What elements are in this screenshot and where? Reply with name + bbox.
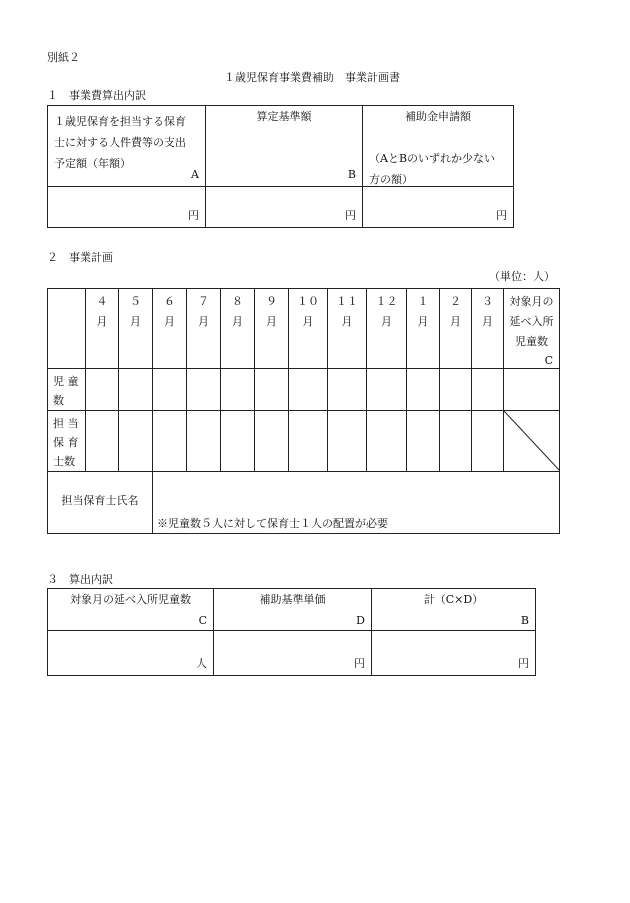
personnel-cost-header-line3: 予定額（年額） bbox=[54, 157, 131, 170]
calculation-table bbox=[47, 588, 536, 676]
corner-cell bbox=[48, 289, 86, 369]
staff-count-cell[interactable] bbox=[472, 411, 504, 472]
staff-count-cell[interactable] bbox=[221, 411, 255, 472]
month-header: １２ 月 bbox=[367, 289, 407, 369]
section2-heading: ２ 事業計画 bbox=[47, 251, 113, 264]
month-header: ６ 月 bbox=[153, 289, 187, 369]
staff-count-cell[interactable] bbox=[255, 411, 289, 472]
row-label-staff: 担 当 保 育 士数 bbox=[48, 411, 86, 472]
yen-unit: 円 bbox=[354, 657, 365, 670]
base-amount-header-cell bbox=[206, 106, 363, 187]
children-count-cell[interactable] bbox=[289, 369, 328, 411]
month-header: １０ 月 bbox=[289, 289, 328, 369]
section3-heading: ３ 算出内訳 bbox=[47, 573, 113, 586]
personnel-cost-value-cell[interactable] bbox=[48, 187, 206, 228]
staff-count-cell[interactable] bbox=[86, 411, 119, 472]
section1-heading: １ 事業費算出内訳 bbox=[47, 89, 146, 102]
mark-c: C bbox=[198, 614, 207, 627]
staff-count-cell[interactable] bbox=[187, 411, 221, 472]
children-count-cell[interactable] bbox=[187, 369, 221, 411]
month-header: １１ 月 bbox=[328, 289, 367, 369]
business-plan-table bbox=[47, 288, 560, 534]
cost-breakdown-table bbox=[47, 105, 514, 228]
month-header: ９ 月 bbox=[255, 289, 289, 369]
staff-count-cell[interactable] bbox=[119, 411, 153, 472]
mark-b: B bbox=[347, 168, 356, 181]
children-count-cell[interactable] bbox=[86, 369, 119, 411]
staff-name-label: 担当保育士氏名 bbox=[61, 494, 139, 507]
mark-b: B bbox=[520, 614, 529, 627]
children-count-cell[interactable] bbox=[328, 369, 367, 411]
attachment-label: 別紙２ bbox=[47, 51, 80, 64]
children-count-cell[interactable] bbox=[255, 369, 289, 411]
unit-price-header: 補助基準単価 bbox=[259, 593, 326, 606]
month-header: １ 月 bbox=[407, 289, 440, 369]
staff-count-cell[interactable] bbox=[407, 411, 440, 472]
row-label-children: 児 童 数 bbox=[48, 369, 86, 411]
children-count-cell[interactable] bbox=[440, 369, 472, 411]
children-count-cell[interactable] bbox=[367, 369, 407, 411]
subsidy-request-header: 補助金申請額 bbox=[405, 110, 471, 123]
children-count-cell[interactable] bbox=[407, 369, 440, 411]
staffing-note: ※児童数５人に対して保育士１人の配置が必要 bbox=[157, 517, 388, 530]
subsidy-request-value-cell[interactable] bbox=[363, 187, 514, 228]
children-count-cell[interactable] bbox=[472, 369, 504, 411]
staff-count-cell[interactable] bbox=[367, 411, 407, 472]
month-header: ７ 月 bbox=[187, 289, 221, 369]
children-count-cell[interactable] bbox=[153, 369, 187, 411]
mark-c: C bbox=[544, 354, 553, 367]
month-header: ２ 月 bbox=[440, 289, 472, 369]
yen-unit: 円 bbox=[518, 657, 529, 670]
unit-price-value-cell[interactable] bbox=[214, 631, 372, 676]
total-value-cell[interactable] bbox=[372, 631, 536, 676]
staff-count-cell[interactable] bbox=[289, 411, 328, 472]
personnel-cost-header-cell bbox=[48, 106, 206, 187]
staff-total-crossed-cell bbox=[504, 411, 560, 472]
yen-unit: 円 bbox=[345, 209, 356, 222]
month-header: ８ 月 bbox=[221, 289, 255, 369]
diagonal-strike-icon bbox=[504, 411, 560, 471]
staff-name-label-cell bbox=[48, 472, 153, 534]
base-amount-value-cell[interactable] bbox=[206, 187, 363, 228]
subsidy-request-header-cell bbox=[363, 106, 514, 187]
total-children-header: 対象月の 延べ入所 児童数 C bbox=[504, 289, 560, 369]
subsidy-request-note-line1: （AとBのいずれか少ない bbox=[369, 152, 496, 165]
unit-note: （単位：人） bbox=[489, 270, 555, 283]
staff-count-cell[interactable] bbox=[328, 411, 367, 472]
subsidy-request-note-line2: 方の額） bbox=[369, 173, 413, 186]
base-amount-header: 算定基準額 bbox=[256, 110, 312, 123]
personnel-cost-header-line2: 士に対する人件費等の支出 bbox=[54, 136, 186, 149]
document-title: １歳児保育事業費補助 事業計画書 bbox=[224, 71, 400, 84]
staff-name-field[interactable] bbox=[153, 472, 560, 534]
unit-price-header-cell bbox=[214, 589, 372, 631]
children-count-cell[interactable] bbox=[119, 369, 153, 411]
total-children-header: 対象月の延べ入所児童数 bbox=[70, 593, 191, 606]
month-header: ３ 月 bbox=[472, 289, 504, 369]
total-children-header-cell bbox=[48, 589, 214, 631]
month-header: ５ 月 bbox=[119, 289, 153, 369]
personnel-cost-header-line1: １歳児保育を担当する保育 bbox=[54, 115, 186, 128]
mark-d: D bbox=[356, 614, 365, 627]
yen-unit: 円 bbox=[496, 209, 507, 222]
total-header: 計（C×D） bbox=[423, 593, 484, 606]
person-unit: 人 bbox=[196, 657, 207, 670]
staff-count-cell[interactable] bbox=[440, 411, 472, 472]
yen-unit: 円 bbox=[188, 209, 199, 222]
month-header: ４ 月 bbox=[86, 289, 119, 369]
total-children-value-cell[interactable] bbox=[48, 631, 214, 676]
total-header-cell bbox=[372, 589, 536, 631]
staff-count-cell[interactable] bbox=[153, 411, 187, 472]
mark-a: A bbox=[191, 168, 199, 181]
children-count-cell[interactable] bbox=[221, 369, 255, 411]
children-total-cell[interactable] bbox=[504, 369, 560, 411]
